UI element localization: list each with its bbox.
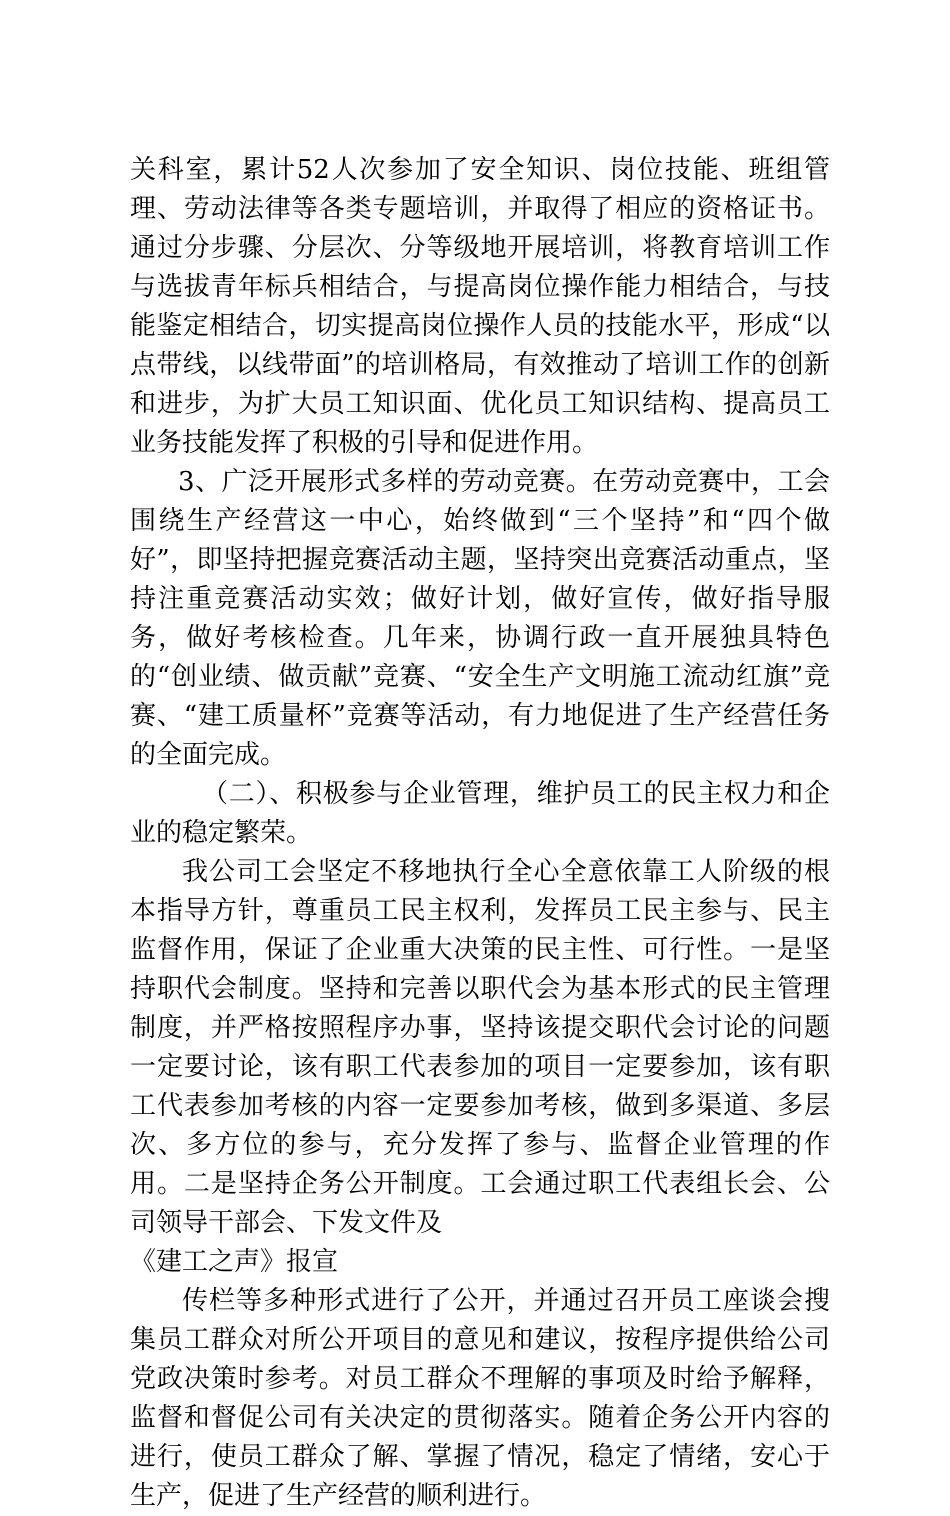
paragraph-labor-competition: 3、广泛开展形式多样的劳动竞赛。在劳动竞赛中，工会围绕生产经营这一中心，始终做到“三个坚持”和“四个做好”，即坚持把握竞赛活动主题，坚持突出竞赛活动重点，坚持注重竞赛活动实效；做好计划，做好宣传，做好指导服务，做好考核检查。几年来，协调行政一直开展独具特色的“创业绩、做贡献”竞赛、“安全生产文明施工流动红旗”竞赛、“建工质量杯”竞赛等活动，有力地促进了生产经营任务的全面完成。	[130, 467, 830, 770]
document-body	[130, 151, 830, 1516]
section-heading-enterprise-management: （二）、积极参与企业管理，维护员工的民主权力和企业的稳定繁荣。	[130, 779, 830, 848]
paragraph-disclosure-results: 传栏等多种形式进行了公开，并通过召开员工座谈会搜集员工群众对所公开项目的意见和建议，按程序提供给公司党政决策时参考。对员工群众不理解的事项及时给予解释，监督和督促公司有关决定的贯彻落实。随着企务公开内容的进行，使员工群众了解、掌握了情况，稳定了情绪，安心于生产，促进了生产经营的顺利进行。	[130, 1286, 830, 1511]
paragraph-democratic-management: 我公司工会坚定不移地执行全心全意依靠工人阶级的根本指导方针，尊重员工民主权利，发挥员工民主参与、民主监督作用，保证了企业重大决策的民主性、可行性。一是坚持职代会制度。坚持和完善以职代会为基本形式的民主管理制度，并严格按照程序办事，坚持该提交职代会讨论的问题一定要讨论，该有职工代表参加的项目一定要参加，该有职工代表参加考核的内容一定要参加考核，做到多渠道、多层次、多方位的参与，充分发挥了参与、监督企业管理的作用。二是坚持企务公开制度。工会通过职工代表组长会、公司领导干部会、下发文件及	[130, 857, 830, 1238]
paragraph-fragment-newsletter: 《建工之声》报宣	[130, 1247, 339, 1277]
paragraph-training-summary: 关科室，累计52人次参加了安全知识、岗位技能、班组管理、劳动法律等各类专题培训，并取得了相应的资格证书。通过分步骤、分层次、分等级地开展培训，将教育培训工作与选拔青年标兵相结合，与提高岗位操作能力相结合，与技能鉴定相结合，切实提高岗位操作人员的技能水平，形成“以点带线，以线带面”的培训格局，有效推动了培训工作的创新和进步，为扩大员工知识面、优化员工知识结构、提高员工业务技能发挥了积极的引导和促进作用。	[130, 155, 830, 458]
